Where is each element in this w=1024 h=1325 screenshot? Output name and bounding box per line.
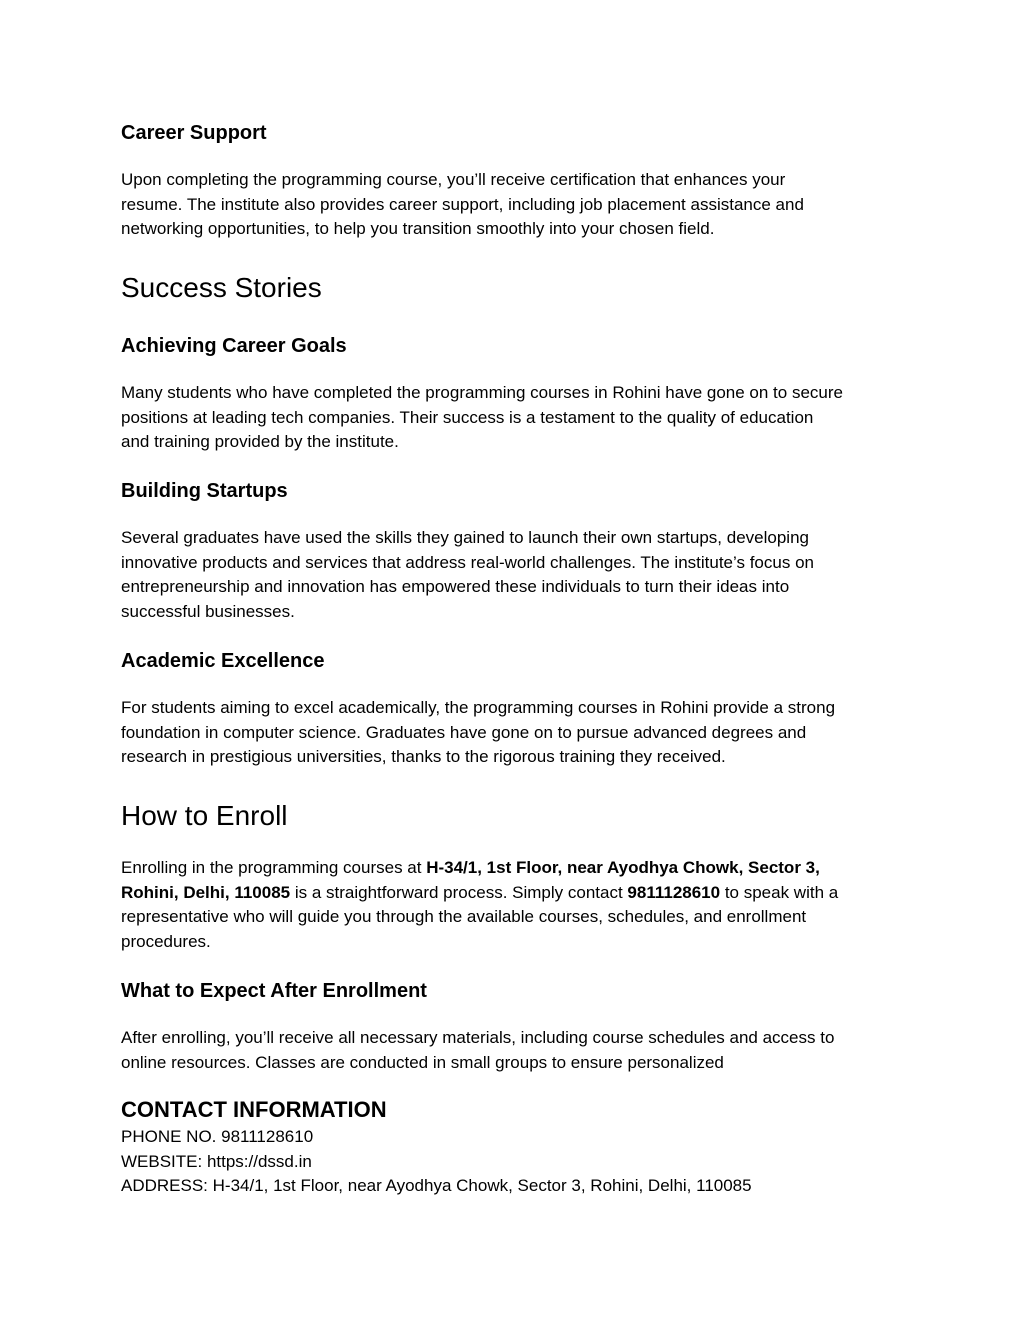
building-startups-heading: Building Startups <box>121 480 288 502</box>
paragraph-line <box>121 856 838 881</box>
paragraph-line: representative who will guide you through the available courses, schedules, and enrollment <box>121 907 807 926</box>
paragraph-line: innovative products and services that address real-world challenges. The institute’s focus on <box>121 552 814 572</box>
paragraph-line: research in prestigious universities, thanks to the rigorous training they received. <box>121 747 726 766</box>
enroll-text: Enrolling in the programming courses at <box>121 858 427 877</box>
paragraph-line: resume. The institute also provides career support, including job placement assistance and <box>121 194 804 214</box>
contact-address: ADDRESS: H-34/1, 1st Floor, near Ayodhya Chowk, Sector 3, Rohini, Delhi, 110085 <box>121 1176 752 1195</box>
paragraph-line: entrepreneurship and innovation has empowered these individuals to turn their ideas into <box>121 577 790 596</box>
career-support-heading: Career Support <box>121 122 267 144</box>
paragraph-line: Several graduates have used the skills they gained to launch their own startups, developing <box>121 528 809 547</box>
enroll-phone-bold: 9811128610 <box>627 882 721 902</box>
enroll-text: to speak with a <box>720 882 839 902</box>
contact-website: WEBSITE: https://dssd.in <box>121 1151 312 1171</box>
paragraph-line <box>121 881 838 906</box>
contact-information-heading: CONTACT INFORMATION <box>121 1097 387 1122</box>
success-stories-heading: Success Stories <box>121 272 322 303</box>
how-to-enroll-heading: How to Enroll <box>121 800 288 831</box>
contact-phone: PHONE NO. 9811128610 <box>121 1127 314 1146</box>
after-enrollment-paragraph <box>121 1026 834 1075</box>
paragraph-line: After enrolling, you’ll receive all necessary materials, including course schedules and access to <box>121 1028 835 1047</box>
paragraph-line: and training provided by the institute. <box>121 432 399 451</box>
paragraph-line: For students aiming to excel academically, the programming courses in Rohini provide a strong <box>121 698 836 717</box>
academic-excellence-heading: Academic Excellence <box>121 650 325 672</box>
building-startups-paragraph <box>121 526 814 624</box>
enroll-address-bold: H-34/1, 1st Floor, near Ayodhya Chowk, Sector 3, <box>426 858 820 877</box>
achieving-career-goals-heading: Achieving Career Goals <box>121 335 347 357</box>
enroll-text: is a straightforward process. Simply contact <box>290 882 628 902</box>
paragraph-line: procedures. <box>121 931 211 951</box>
contact-information-block <box>121 1125 752 1199</box>
paragraph-line: networking opportunities, to help you transition smoothly into your chosen field. <box>121 219 715 238</box>
paragraph-line: positions at leading tech companies. Their success is a testament to the quality of education <box>121 407 814 427</box>
enroll-address-bold: Rohini, Delhi, 110085 <box>121 882 291 902</box>
achieving-career-goals-paragraph <box>121 381 843 455</box>
paragraph-line: Upon completing the programming course, you’ll receive certification that enhances your <box>121 170 786 189</box>
after-enrollment-heading: What to Expect After Enrollment <box>121 980 427 1002</box>
academic-excellence-paragraph <box>121 696 835 770</box>
how-to-enroll-paragraph <box>121 856 838 954</box>
career-support-paragraph <box>121 168 804 242</box>
paragraph-line: Many students who have completed the programming courses in Rohini have gone on to secure <box>121 383 843 402</box>
paragraph-line: successful businesses. <box>121 601 295 621</box>
paragraph-line: foundation in computer science. Graduates have gone on to pursue advanced degrees and <box>121 722 807 742</box>
paragraph-line: online resources. Classes are conducted in small groups to ensure personalized <box>121 1052 724 1072</box>
